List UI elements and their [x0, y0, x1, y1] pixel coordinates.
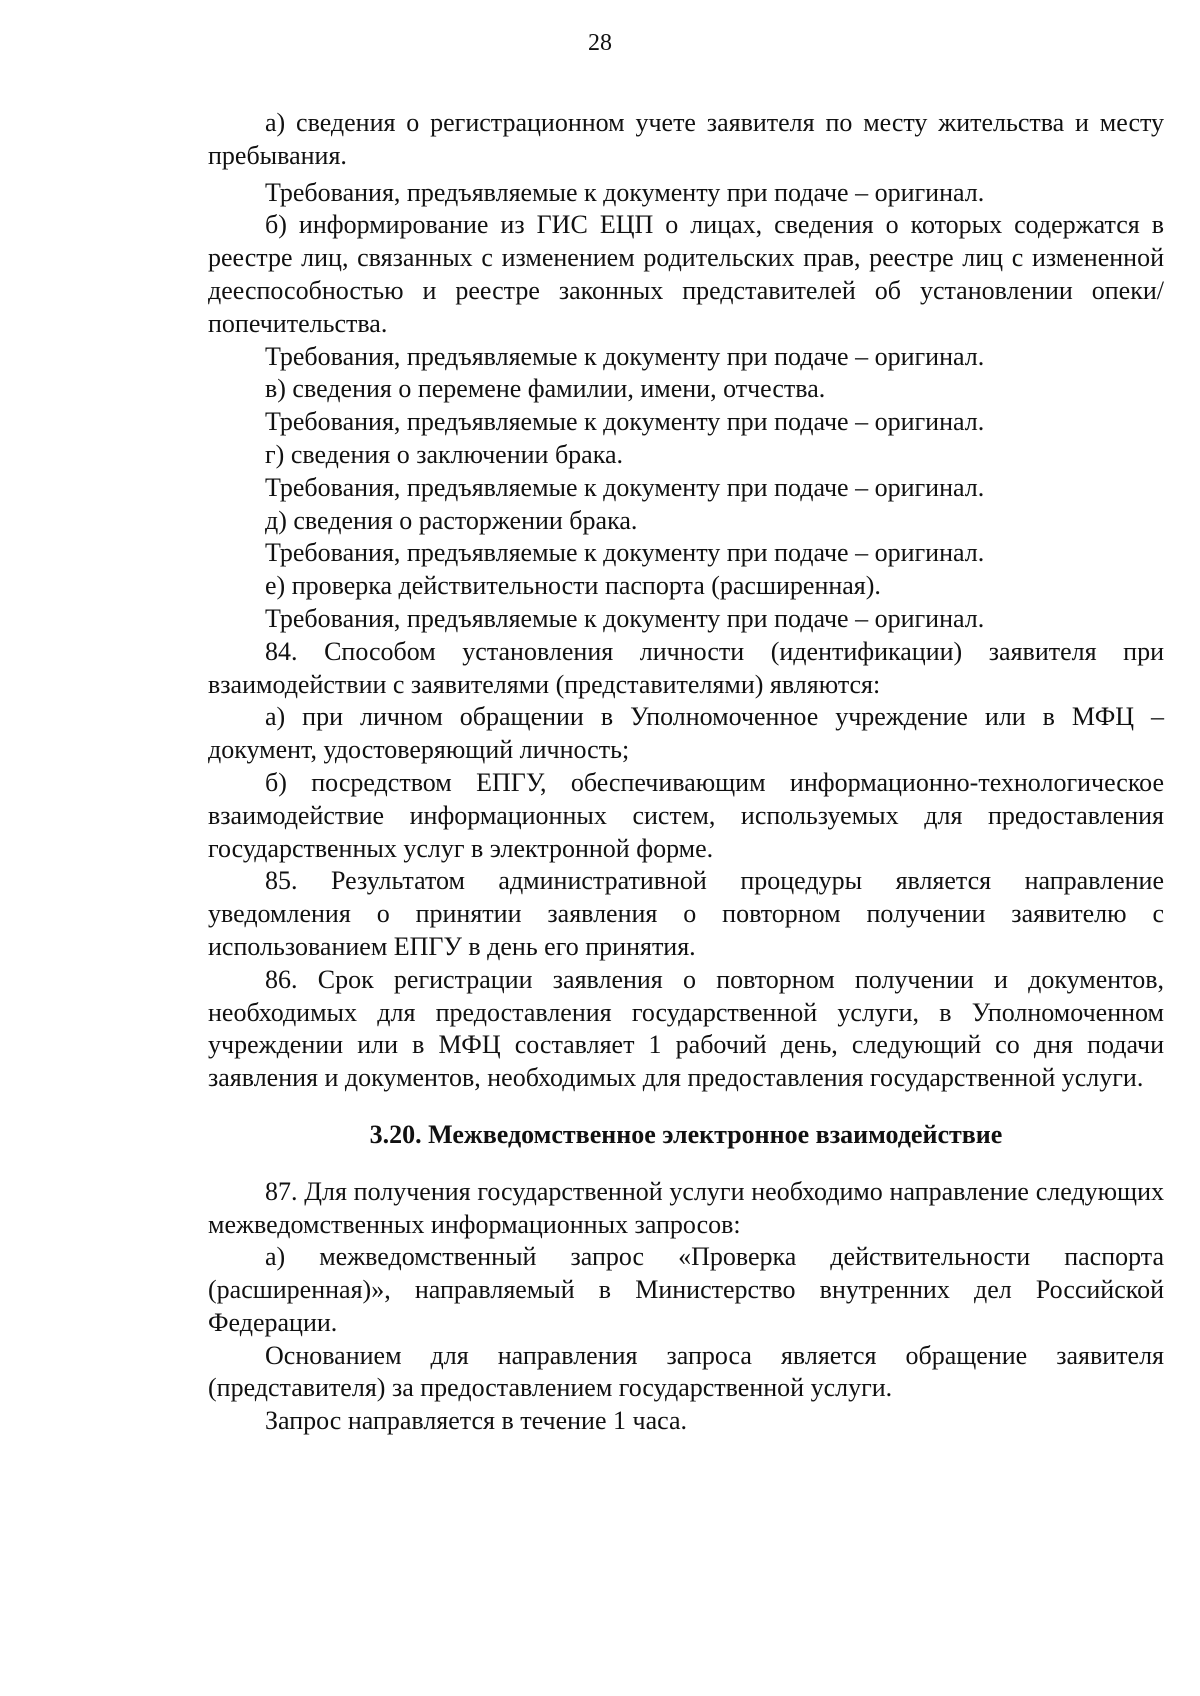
paragraph: 84. Способом установления личности (идентификации) заявителя при взаимодействии с заявителями (представителями) являются:	[208, 636, 1164, 699]
paragraph: а) межведомственный запрос «Проверка действительности паспорта (расширенная)», направляемый в Министерство внутренних дел Российской Федерации.	[208, 1242, 1164, 1337]
paragraph: Требования, предъявляемые к документу при подаче – оригинал.	[265, 538, 985, 568]
paragraph: 86. Срок регистрации заявления о повторном получении и документов, необходимых для предоставления государственной услуги, в Уполномоченном учреждении или в МФЦ составляет 1 рабочий день, следующий со дня подачи заявления и документов, необходимых для предоставления государственной услуги.	[208, 964, 1164, 1093]
page-number: 28	[588, 30, 612, 56]
paragraph: Требования, предъявляемые к документу при подаче – оригинал.	[265, 177, 985, 207]
paragraph: 85. Результатом административной процедуры является направление уведомления о принятии заявления о повторном получении заявителю с использованием ЕПГУ в день его принятия.	[208, 866, 1164, 961]
paragraph: д) сведения о расторжении брака.	[265, 505, 638, 535]
section-heading: 3.20. Межведомственное электронное взаимодействие	[369, 1119, 1003, 1149]
paragraph: Требования, предъявляемые к документу при подаче – оригинал.	[265, 603, 985, 633]
paragraph: а) сведения о регистрационном учете заявителя по месту жительства и месту пребывания.	[208, 108, 1164, 170]
paragraph: г) сведения о заключении брака.	[265, 439, 623, 469]
paragraph: Требования, предъявляемые к документу при подаче – оригинал.	[265, 341, 985, 371]
paragraph: 87. Для получения государственной услуги необходимо направление следующих межведомственных информационных запросов:	[208, 1176, 1164, 1239]
paragraph: а) при личном обращении в Уполномоченное учреждение или в МФЦ – документ, удостоверяющий личность;	[208, 702, 1164, 765]
document-body	[208, 107, 1164, 1438]
paragraph: Требования, предъявляемые к документу при подаче – оригинал.	[265, 407, 985, 437]
paragraph: Основанием для направления запроса является обращение заявителя (представителя) за предоставлением государственной услуги.	[208, 1340, 1164, 1403]
paragraph: е) проверка действительности паспорта (расширенная).	[265, 571, 881, 601]
paragraph: в) сведения о перемене фамилии, имени, отчества.	[265, 374, 826, 404]
paragraph: б) информирование из ГИС ЕЦП о лицах, сведения о которых содержатся в реестре лиц, связанных с изменением родительских прав, реестре лиц с измененной дееспособностью и реестре законных представителей об установлении опеки/попечительства.	[208, 210, 1164, 338]
paragraph: Требования, предъявляемые к документу при подаче – оригинал.	[265, 472, 985, 502]
paragraph: Запрос направляется в течение 1 часа.	[265, 1406, 688, 1436]
paragraph: б) посредством ЕПГУ, обеспечивающим информационно-технологическое взаимодействие информационных систем, используемых для предоставления государственных услуг в электронной форме.	[208, 767, 1164, 863]
